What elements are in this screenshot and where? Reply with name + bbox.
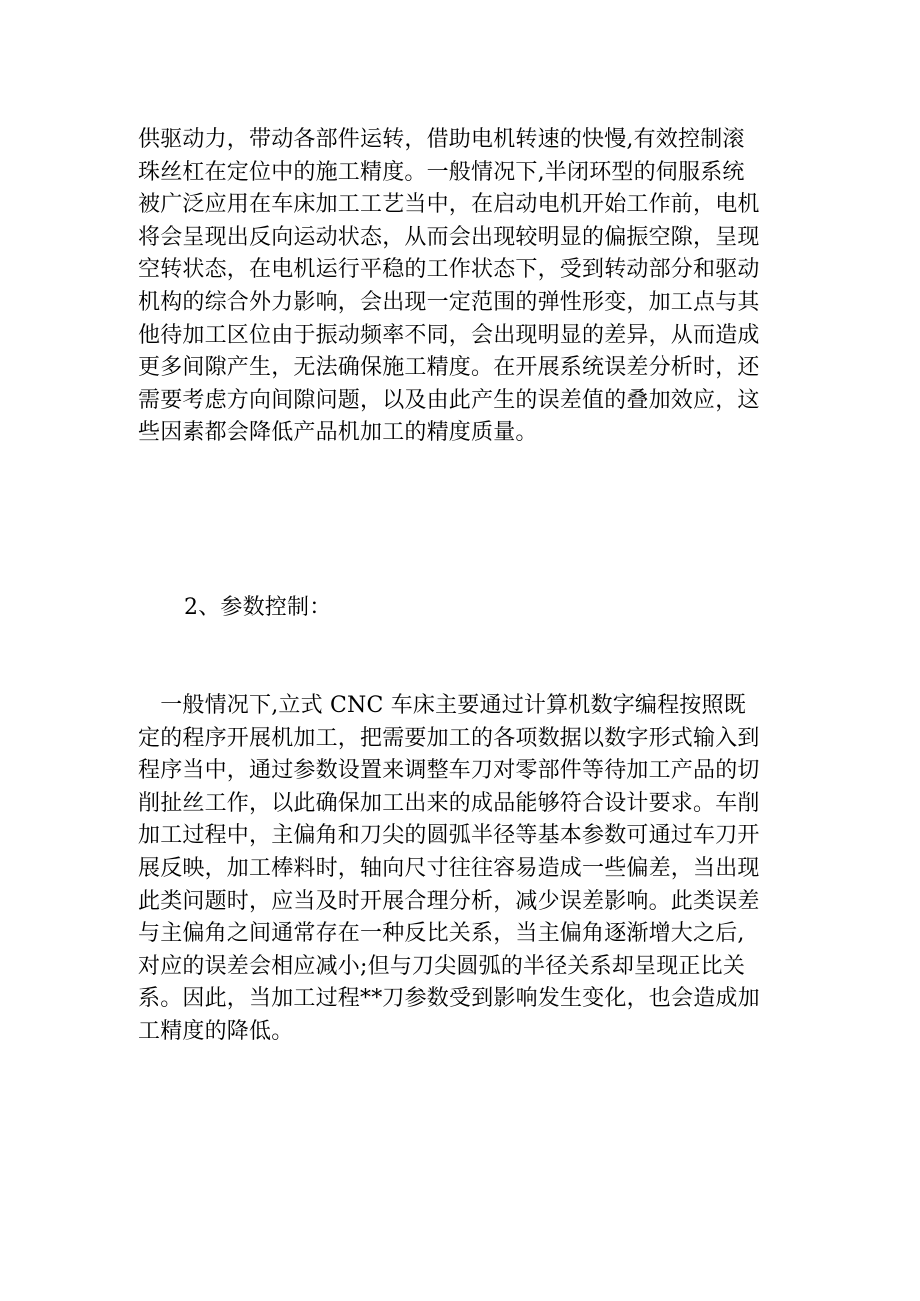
- paragraph-parameter-control: [138, 690, 778, 1049]
- text-line: 他待加工区位由于振动频率不同，会出现明显的差异，从而造成: [138, 322, 760, 348]
- text-line: 机构的综合外力影响，会出现一定范围的弹性形变，加工点与其: [138, 289, 760, 315]
- text-line: 定的程序开展机加工，把需要加工的各项数据以数字形式输入到: [138, 725, 760, 751]
- text-line: 更多间隙产生，无法确保施工精度。在开展系统误差分析时，还: [138, 355, 760, 381]
- text-line: 珠丝杠在定位中的施工精度。一般情况下,半闭环型的伺服系统: [138, 159, 745, 185]
- text-line: 加工过程中，主偏角和刀尖的圆弧半径等基本参数可通过车刀开: [138, 823, 760, 849]
- paragraph-servo-system: [138, 124, 778, 450]
- text-line: 展反映，加工棒料时，轴向尺寸往往容易造成一些偏差，当出现: [138, 855, 760, 881]
- text-line: 系。因此，当加工过程**刀参数受到影响发生变化，也会造成加: [138, 986, 760, 1012]
- text-line: 将会呈现出反向运动状态，从而会出现较明显的偏振空隙，呈现: [138, 224, 760, 250]
- text-line: 一般情况下,立式 CNC 车床主要通过计算机数字编程按照既: [138, 693, 746, 718]
- section-heading-text: 2、参数控制：: [184, 595, 332, 620]
- section-heading: [184, 592, 824, 625]
- text-line: 空转状态，在电机运行平稳的工作状态下，受到转动部分和驱动: [138, 257, 760, 283]
- text-line: 削扯丝工作，以此确保加工出来的成品能够符合设计要求。车削: [138, 790, 760, 816]
- text-line: 供驱动力，带动各部件运转，借助电机转速的快慢,有效控制滚: [138, 127, 745, 152]
- text-line: 对应的误差会相应减小;但与刀尖圆弧的半径关系却呈现正比关: [138, 953, 746, 979]
- text-line: 此类问题时，应当及时开展合理分析，减少误差影响。此类误差: [138, 888, 760, 914]
- text-line: 需要考虑方向间隙问题，以及由此产生的误差值的叠加效应，这: [138, 387, 760, 413]
- text-line: 些因素都会降低产品机加工的精度质量。: [138, 420, 538, 446]
- text-line: 程序当中，通过参数设置来调整车刀对零部件等待加工产品的切: [138, 758, 760, 784]
- text-line: 工精度的降低。: [138, 1018, 294, 1044]
- text-line: 与主偏角之间通常存在一种反比关系，当主偏角逐渐增大之后,: [138, 921, 745, 947]
- text-line: 被广泛应用在车床加工工艺当中，在启动电机开始工作前，电机: [138, 192, 760, 218]
